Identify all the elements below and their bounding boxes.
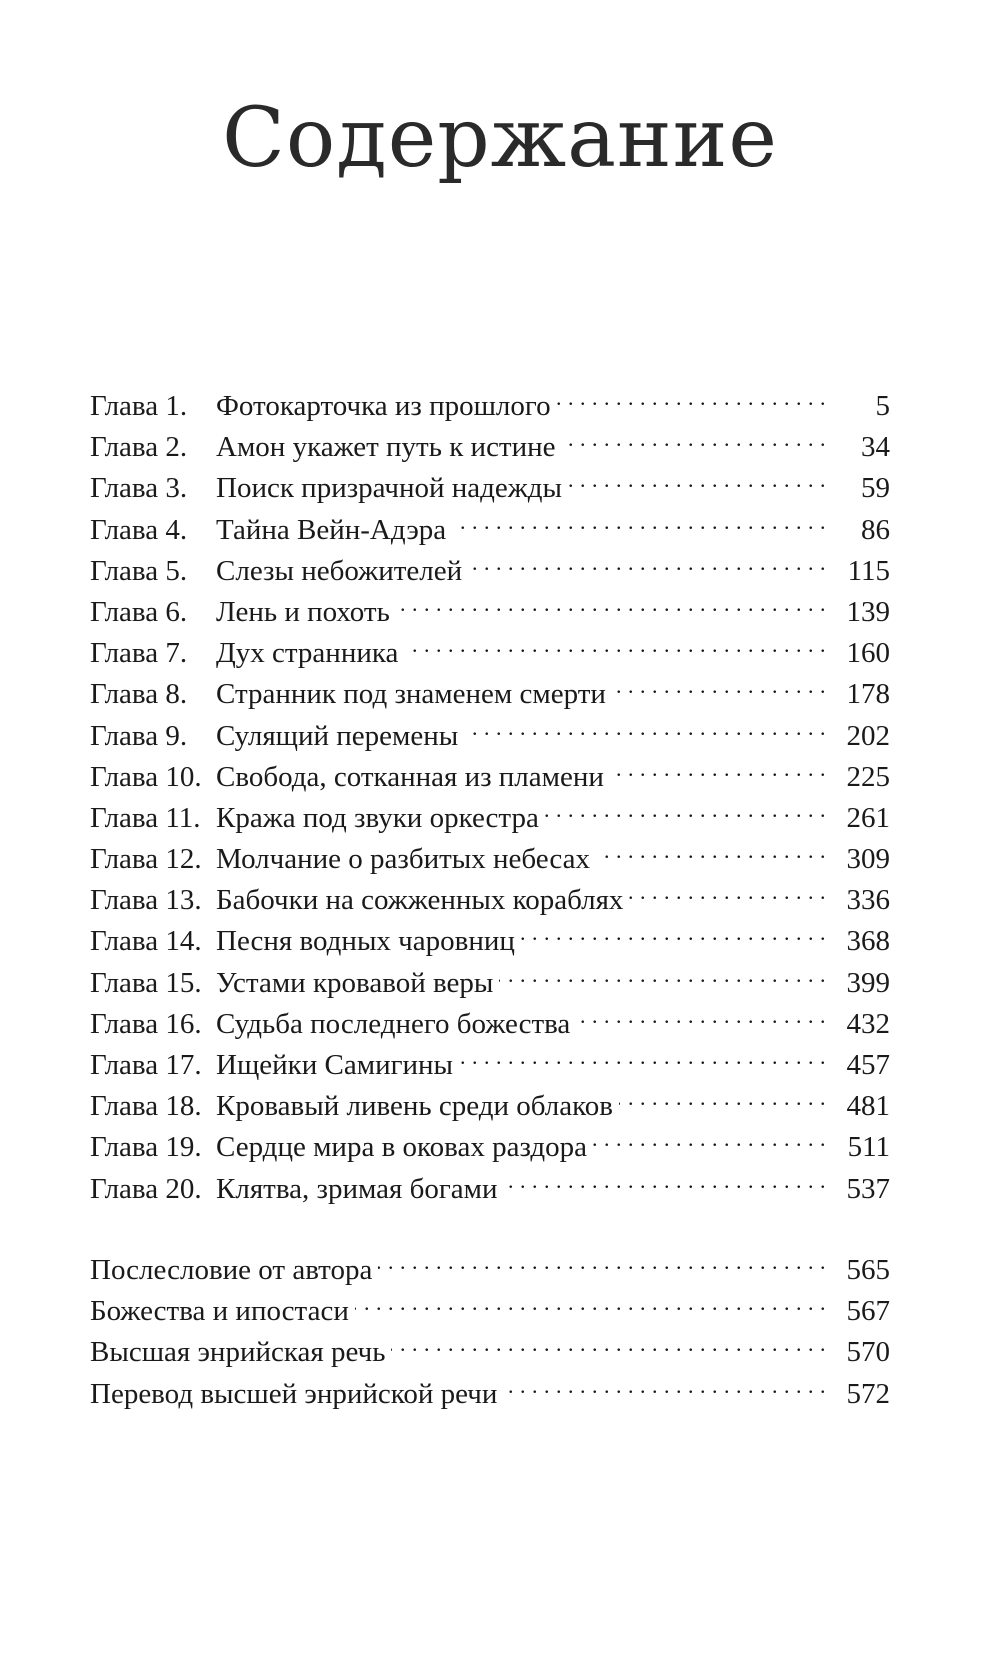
entry-title: Амон укажет путь к истине (216, 431, 556, 464)
page-number: 115 (847, 554, 890, 587)
page-number: 432 (846, 1007, 890, 1040)
entry-title: Дух странника (216, 637, 399, 670)
chapter-number: Глава 20. (90, 1172, 202, 1205)
entry-title: Сулящий перемены (216, 719, 459, 752)
entry-title: Судьба последнего божества (216, 1007, 571, 1040)
toc-entry (90, 1374, 890, 1415)
dot-leader (557, 386, 826, 415)
dot-leader (562, 427, 826, 456)
chapter-number: Глава 17. (90, 1049, 202, 1081)
dot-leader (452, 510, 826, 539)
toc-entry (90, 1291, 890, 1332)
toc-entry (90, 757, 890, 798)
toc-entry (90, 386, 890, 427)
entry-title: Бабочки на сожженных кораблях (216, 884, 624, 917)
page-number: 225 (846, 760, 890, 793)
toc-entry (90, 1169, 890, 1210)
entry-title: Фотокарточка из прошлого (216, 390, 551, 422)
toc-appendix (90, 1250, 890, 1415)
toc-chapters (90, 386, 890, 1210)
page-number: 537 (846, 1172, 890, 1205)
entry-title: Песня водных чаровниц (216, 925, 515, 958)
page-number: 457 (846, 1049, 890, 1081)
toc-entry (90, 1332, 890, 1373)
chapter-number: Глава 2. (90, 431, 188, 464)
page-number: 160 (846, 637, 890, 670)
toc-entry (90, 839, 890, 880)
entry-title: Устами кровавой веры (216, 966, 494, 999)
dot-leader (459, 1045, 826, 1074)
chapter-number: Глава 3. (90, 472, 188, 505)
toc-entry (90, 716, 890, 757)
page-title: Содержание (222, 91, 778, 186)
page-number: 481 (846, 1090, 890, 1123)
toc-entry (90, 921, 890, 962)
toc-entry (90, 963, 890, 1004)
page-number: 565 (846, 1254, 890, 1286)
chapter-number: Глава 9. (90, 719, 188, 752)
chapter-number: Глава 19. (90, 1131, 202, 1164)
entry-title: Ищейки Самигины (216, 1049, 454, 1081)
chapter-number: Глава 7. (90, 637, 188, 670)
chapter-number: Глава 18. (90, 1090, 202, 1123)
page-number: 309 (846, 843, 890, 876)
chapter-number: Глава 6. (90, 595, 188, 628)
entry-title: Слезы небожителей (216, 554, 463, 587)
chapter-number: Глава 1. (90, 390, 188, 422)
entry-title: Клятва, зримая богами (216, 1172, 498, 1205)
page-number: 511 (847, 1131, 890, 1164)
dot-leader (568, 468, 826, 497)
entry-title: Кровавый ливень среди облаков (216, 1090, 613, 1123)
dot-leader (619, 1086, 826, 1115)
chapter-number: Глава 4. (90, 513, 188, 546)
toc-entry (90, 1086, 890, 1127)
page-number: 567 (846, 1295, 890, 1328)
toc-entry (90, 1004, 890, 1045)
chapter-number: Глава 12. (90, 843, 202, 876)
dot-leader (521, 921, 826, 950)
toc-entry (90, 798, 890, 839)
page-number: 86 (861, 513, 890, 546)
toc-entry (90, 1127, 890, 1168)
chapter-number: Глава 16. (90, 1007, 202, 1040)
entry-title: Поиск призрачной надежды (216, 472, 563, 505)
dot-leader (596, 839, 826, 868)
page-number: 572 (846, 1377, 890, 1410)
toc-entry (90, 1250, 890, 1291)
entry-title: Перевод высшей энрийской речи (90, 1377, 498, 1410)
entry-title: Сердце мира в оковах раздора (216, 1131, 587, 1164)
toc-entry (90, 551, 890, 592)
dot-leader (499, 963, 826, 992)
toc-entry (90, 880, 890, 921)
entry-title: Молчание о разбитых небесах (216, 843, 590, 876)
dot-leader (404, 633, 826, 662)
entry-title: Божества и ипостаси (90, 1295, 349, 1328)
chapter-number: Глава 8. (90, 678, 188, 711)
chapter-number: Глава 5. (90, 554, 188, 587)
toc-entry (90, 468, 890, 509)
dot-leader (612, 674, 826, 703)
page-number: 59 (861, 472, 890, 505)
chapter-number: Глава 15. (90, 966, 202, 999)
dot-leader (610, 757, 826, 786)
page-number: 178 (846, 678, 890, 711)
entry-title: Высшая энрийская речь (90, 1336, 386, 1369)
entry-title: Странник под знаменем смерти (216, 678, 606, 711)
page-number: 336 (846, 884, 890, 917)
entry-title: Тайна Вейн-Адэра (216, 513, 447, 546)
dot-leader (576, 1004, 826, 1033)
toc-entry (90, 1045, 890, 1086)
page-number: 5 (875, 390, 890, 422)
chapter-number: Глава 14. (90, 925, 202, 958)
entry-title: Кража под звуки оркестра (216, 801, 539, 834)
dot-leader (355, 1291, 826, 1320)
entry-title: Лень и похоть (216, 595, 390, 628)
dot-leader (378, 1250, 826, 1279)
page-number: 570 (846, 1336, 890, 1369)
page-number: 261 (846, 801, 890, 834)
page-number: 399 (846, 966, 890, 999)
toc-entry (90, 633, 890, 674)
dot-leader (396, 592, 826, 621)
dot-leader (593, 1127, 826, 1156)
chapter-number: Глава 11. (90, 801, 201, 834)
chapter-number: Глава 13. (90, 884, 202, 917)
page-number: 202 (846, 719, 890, 752)
dot-leader (545, 798, 826, 827)
dot-leader (464, 716, 826, 745)
dot-leader (391, 1332, 826, 1361)
entry-title: Послесловие от автора (90, 1254, 373, 1286)
page-number: 139 (846, 595, 890, 628)
toc-entry (90, 674, 890, 715)
dot-leader (629, 880, 826, 909)
page-number: 368 (846, 925, 890, 958)
toc-entry (90, 427, 890, 468)
entry-title: Свобода, сотканная из пламени (216, 760, 604, 793)
page-number: 34 (861, 431, 890, 464)
toc-entry (90, 592, 890, 633)
toc-entry (90, 510, 890, 551)
dot-leader (504, 1169, 827, 1198)
chapter-number: Глава 10. (90, 760, 202, 793)
dot-leader (503, 1374, 826, 1403)
dot-leader (468, 551, 826, 580)
